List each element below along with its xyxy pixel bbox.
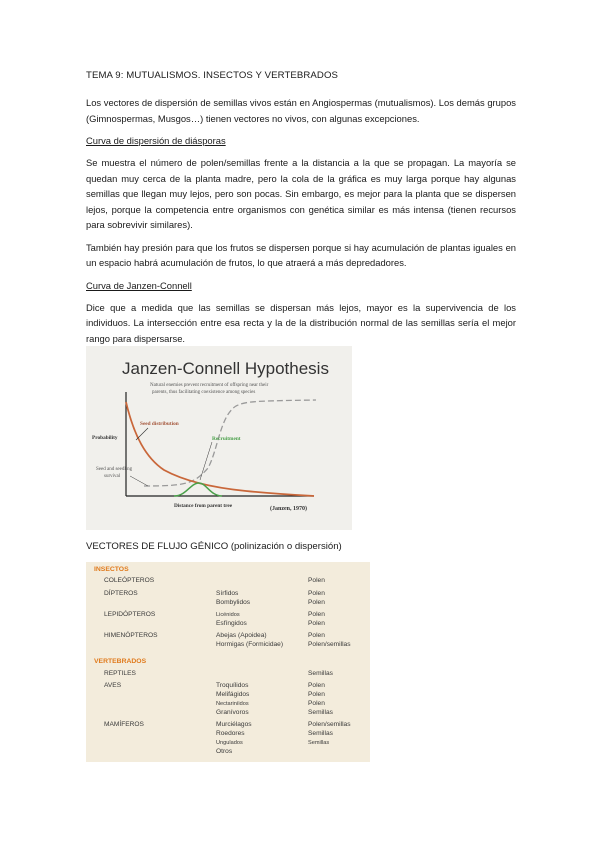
x-axis-label: Distance from parent tree bbox=[174, 503, 233, 509]
table-row-family: Nectariníidos bbox=[216, 701, 249, 707]
table-row-family: Ungulados bbox=[216, 740, 243, 746]
survival-label-line-2: survival bbox=[104, 474, 121, 479]
recruitment-label-arrow bbox=[200, 442, 212, 480]
dispersion-paragraph-1: Se muestra el número de polen/semillas frente a la distancia a la que se propagan. La mayoría se quedan muy cerca de la planta madre, pero la cola de la gráfica es muy larga porque hay algunas semillas que llegan muy lejos, pero son pocas. Sin embargo, es mejor para la planta que se dispersen lejos, porque la competencia entre organismos con genética similar es más intensa (tienen recursos para sobrevivir similares). bbox=[86, 157, 516, 230]
table-row-role: Polen bbox=[308, 599, 325, 606]
section-heading-dispersion: Curva de dispersión de diásporas bbox=[86, 135, 226, 146]
seed-distribution-curve bbox=[126, 402, 314, 496]
table-row-role: Polen bbox=[308, 691, 325, 698]
table-row-family: Otros bbox=[216, 748, 233, 755]
figure-note-line-1: Natural enemies prevent recruitment of offspring near their bbox=[150, 383, 269, 388]
y-axis-label: Probability bbox=[92, 435, 118, 441]
table-row-family: Esfíngidos bbox=[216, 620, 247, 627]
section-heading-janzen: Curva de Janzen-Connell bbox=[86, 279, 192, 291]
table-row-family: Hormigas (Formicidae) bbox=[216, 641, 284, 648]
table-row-group: LEPIDÓPTEROS bbox=[104, 611, 156, 618]
document-body bbox=[86, 70, 516, 353]
page-title: TEMA 9: MUTUALISMOS. INSECTOS Y VERTEBRADOS bbox=[86, 70, 339, 81]
janzen-connell-svg bbox=[86, 346, 352, 530]
survival-label-line-1: Seed and seedling bbox=[96, 467, 133, 472]
table-row-family: Granívoros bbox=[216, 709, 249, 716]
dispersion-paragraph-2: También hay presión para que los frutos se dispersen porque si hay acumulación de plantas iguales en un espacio habrá acumulación de frutos, lo que atraerá a más depredadores. bbox=[86, 241, 516, 268]
table-row-family: Sírfidos bbox=[216, 590, 239, 597]
table-row-role: Polen bbox=[308, 620, 325, 627]
seed-label-arrow bbox=[136, 428, 148, 440]
table-row-role: Semillas bbox=[308, 670, 333, 677]
table-row-family: Murciélagos bbox=[216, 721, 252, 728]
table-row-role: Polen/semillas bbox=[308, 641, 351, 648]
insects-header: INSECTOS bbox=[94, 566, 129, 573]
recruitment-curve bbox=[174, 483, 222, 496]
vertebrates-header: VERTEBRADOS bbox=[94, 658, 147, 665]
janzen-paragraph: Dice que a medida que las semillas se dispersan más lejos, mayor es la supervivencia de los individuos. La intersección entre esa recta y la de la distribución normal de las semillas sería el mejor rango para dispersarse. bbox=[86, 301, 516, 344]
table-row-role: Polen bbox=[308, 682, 325, 689]
table-row-role: Polen bbox=[308, 590, 325, 597]
table-row-family: Troquílidos bbox=[216, 682, 249, 689]
table-row-group: COLEÓPTEROS bbox=[104, 577, 155, 584]
janzen-connell-figure bbox=[86, 346, 352, 530]
table-row-group: DÍPTEROS bbox=[104, 590, 138, 597]
table-row-group: REPTILES bbox=[104, 670, 136, 677]
table-row-role: Semillas bbox=[308, 709, 333, 716]
recruitment-label: Recruitment bbox=[212, 436, 241, 442]
survival-label-arrow bbox=[130, 476, 148, 486]
table-row-family: Licénidos bbox=[216, 612, 240, 618]
figure-note-line-2: parents, thus facilitating coexistence among species bbox=[152, 390, 256, 395]
table-row-family: Bombylidos bbox=[216, 599, 251, 606]
figure-citation: (Janzen, 1970) bbox=[270, 506, 307, 512]
section-heading-vectors: VECTORES DE FLUJO GÉNICO (polinización o dispersión) bbox=[86, 541, 342, 552]
table-row-role: Polen bbox=[308, 577, 325, 584]
table-row-role: Polen bbox=[308, 700, 325, 707]
table-row-group: MAMÍFEROS bbox=[104, 721, 144, 728]
vectors-table bbox=[86, 562, 370, 762]
intro-paragraph: Los vectores de dispersión de semillas vivos están en Angiospermas (mutualismos). Los demás grupos (Gimnospermas, Musgos…) tienen vectores no vivos, con algunas excepciones. bbox=[86, 97, 516, 124]
table-row-role: Semillas bbox=[308, 730, 333, 737]
table-row-group: HIMENÓPTEROS bbox=[104, 632, 158, 639]
seed-distribution-label: Seed distribution bbox=[140, 421, 179, 427]
table-row-role: Polen/semillas bbox=[308, 721, 351, 728]
table-row-family: Roedores bbox=[216, 730, 245, 737]
table-row-family: Abejas (Apoidea) bbox=[216, 632, 267, 639]
table-row-role: Semillas bbox=[308, 740, 330, 746]
table-row-role: Polen bbox=[308, 611, 325, 618]
table-row-group: AVES bbox=[104, 682, 122, 689]
table-row-role: Polen bbox=[308, 632, 325, 639]
table-row-family: Melifágidos bbox=[216, 691, 250, 698]
figure-title: Janzen-Connell Hypothesis bbox=[122, 359, 329, 378]
